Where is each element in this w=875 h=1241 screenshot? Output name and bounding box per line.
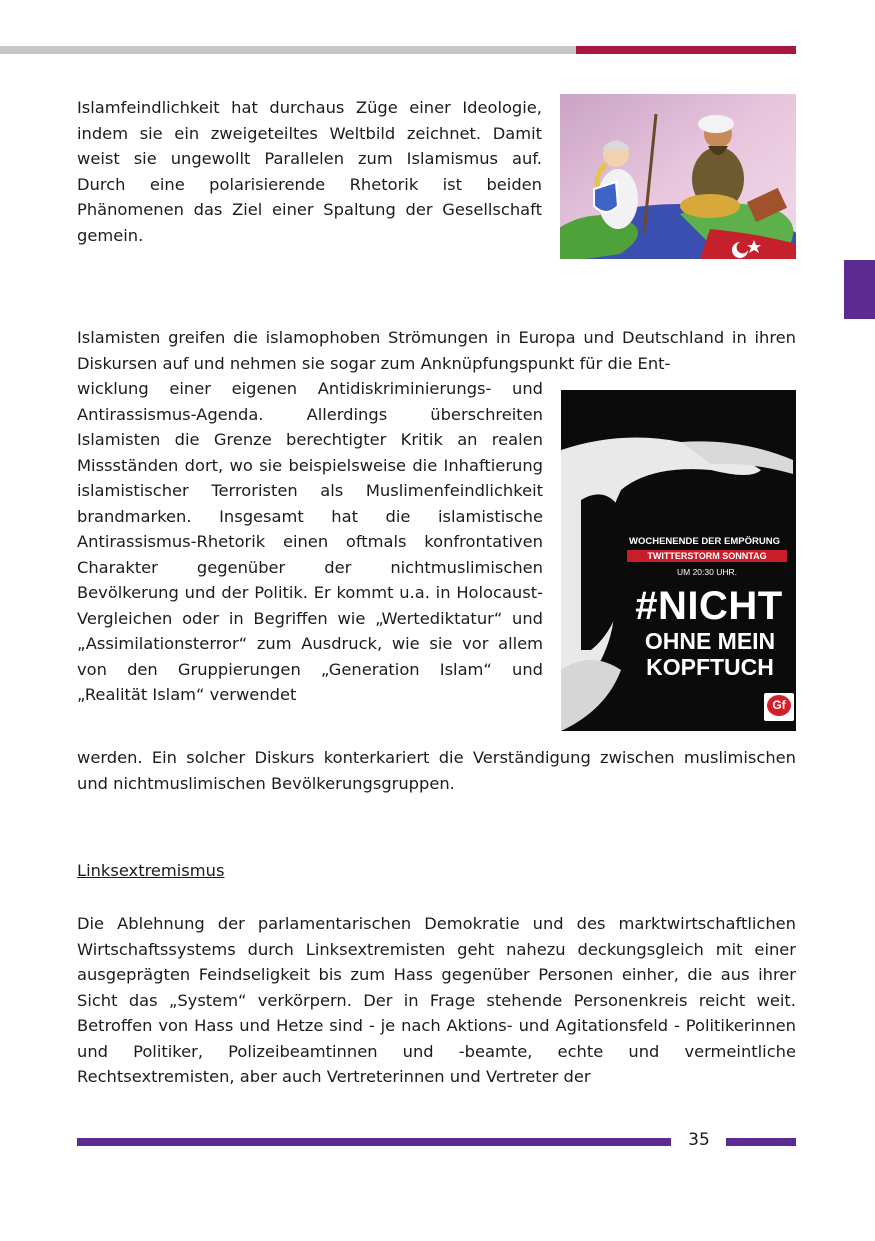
gf-logo-icon (764, 693, 794, 721)
paragraph-antirassismus-agenda: wicklung einer eigenen Antidiskriminierungs- und Antirassismus-Agenda. Allerdings überschreiten Islamisten die Grenze berechtigter Kritik an realen Missständen dort, wo sie beispielsweise die Inhaftierung islamistischer Terroristen als Muslimenfeindlichkeit brandmarken. Insgesamt hat die islamistische Antirassismus-Rhetorik einen oftmals konfrontativen Charakter gegenüber der nichtmuslimischen Bevölkerung und der Politik. Er kommt u.a. in Holocaust-Vergleichen oder in Begriffen wie „Wertediktatur“ und „Assimilationsterror“ zum Ausdruck, wie sie vor allem von den Gruppierungen „Generation Islam“ und „Realität Islam“ verwendet (77, 379, 543, 704)
paragraph-diskurs: werden. Ein solcher Diskurs konterkariert die Verständigung zwischen muslimischen und nichtmuslimischen Bevölkerungsgruppen. (77, 748, 796, 793)
page-number: 35 (688, 1130, 710, 1150)
poster-line-twitterstorm: TWITTERSTORM SONNTAG (627, 550, 787, 562)
cartoon-illustration (560, 94, 796, 259)
paragraph-islamisten-intro: Islamisten greifen die islamophoben Strömungen in Europa und Deutschland in ihren Diskursen auf und nehmen sie sogar zum Anknüpfungspunkt für die Ent- (77, 328, 796, 373)
poster-line-weekend: WOCHENENDE DER EMPÖRUNG (629, 536, 780, 547)
poster-headline-kopftuch: KOPFTUCH (646, 654, 774, 680)
footer-rule-right (726, 1138, 796, 1146)
cartoon-image (560, 94, 796, 259)
gf-logo-text: Gf (767, 695, 791, 716)
top-rule-gray (0, 46, 576, 54)
paragraph-linksextremismus: Die Ablehnung der parlamentarischen Demokratie und des marktwirtschaftlichen Wirtschaftssystems durch Linksextremisten geht nahezu deckungsgleich mit einer ausgeprägten Feindseligkeit bis zum Hass gegenüber Personen einher, die aus ihrer Sicht das „System“ verkörpern. Der in Frage stehende Personenkreis reicht weit. Betroffen von Hass und Hetze sind - je nach Aktions- und Agitationsfeld - Politikerinnen und Politiker, Polizeibeamtinnen und -beamte, echte und vermeintliche Rechtsextremisten, aber auch Vertreterinnen und Vertreter der (77, 914, 796, 1086)
kopftuch-campaign-poster (561, 390, 796, 731)
chapter-tab-marker (844, 260, 875, 319)
paragraph-islamfeindlichkeit: Islamfeindlichkeit hat durchaus Züge einer Ideologie, indem sie ein zweigeteiltes Weltbild zeichnet. Damit weist sie ungewollt Parallelen zum Islamismus auf. Durch eine polarisierende Rhetorik ist beiden Phänomenen das Ziel einer Spaltung der Gesellschaft gemein. (77, 98, 542, 245)
poster-line-time: UM 20:30 UHR. (677, 567, 737, 577)
poster-headline-nicht: #NICHT (635, 584, 783, 628)
poster-headline-ohne-mein: OHNE MEIN (644, 628, 776, 654)
top-rule-red (576, 46, 796, 54)
section-heading-linksextremismus: Linksextremismus (77, 861, 225, 880)
footer-rule-left (77, 1138, 671, 1146)
